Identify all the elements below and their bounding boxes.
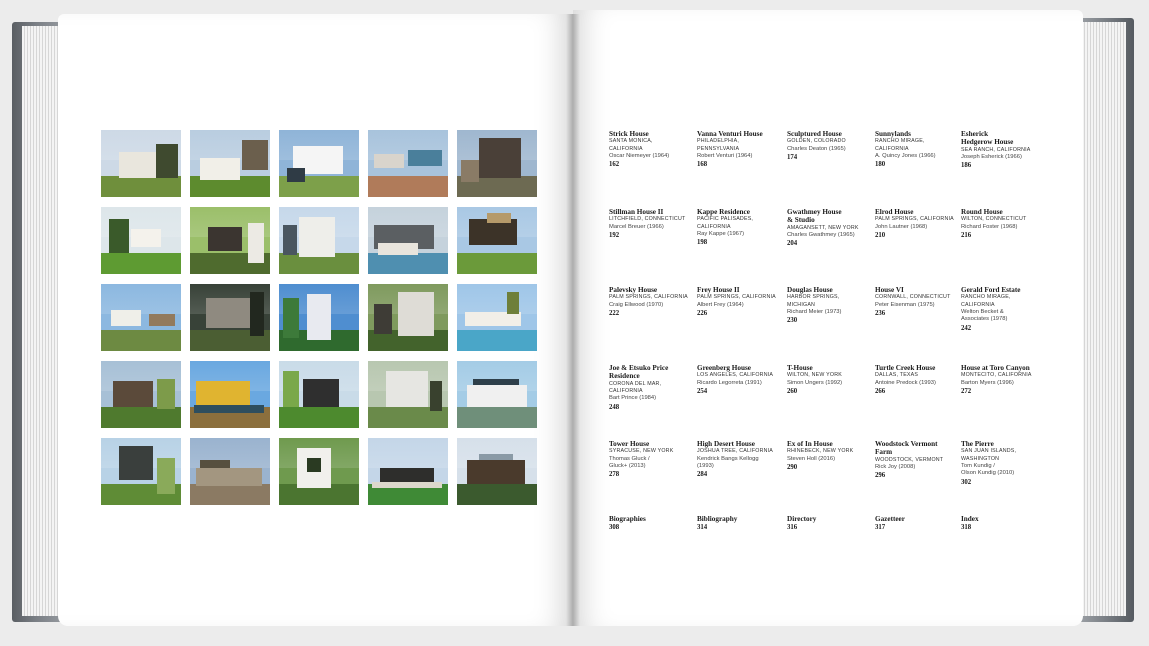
index-entry	[609, 440, 695, 479]
entry-page-number: 290	[787, 464, 798, 472]
entry-title: Strick House	[609, 130, 649, 138]
house-photo-16	[101, 361, 181, 428]
entry-page-number: 314	[697, 524, 708, 532]
entry-page-number: 272	[961, 388, 972, 396]
entry-page-number: 174	[787, 154, 798, 162]
entry-location: CORNWALL, CONNECTICUT	[875, 294, 951, 301]
index-entry	[875, 364, 961, 396]
entry-page-number: 254	[697, 388, 708, 396]
house-photo-14	[368, 284, 448, 351]
entry-architect: Joseph Esherick (1966)	[961, 154, 1022, 161]
entry-title: Turtle Creek House	[875, 364, 936, 372]
entry-title: Elrod House	[875, 208, 914, 216]
entry-page-number: 230	[787, 317, 798, 325]
index-entry	[697, 440, 783, 479]
index-entry	[697, 286, 783, 318]
house-photo-9	[368, 207, 448, 274]
entry-location: PALM SPRINGS, CALIFORNIA	[875, 216, 954, 223]
entry-page-number: 192	[609, 232, 620, 240]
entry-architect: Peter Eisenman (1975)	[875, 301, 935, 308]
house-photo-15	[457, 284, 537, 351]
index-entry	[961, 208, 1065, 240]
entry-architect: Barton Myers (1996)	[961, 379, 1014, 386]
entry-title: Joe & Etsuko Price Residence	[609, 364, 669, 381]
entry-page-number: 318	[961, 524, 972, 532]
entry-title: House VI	[875, 286, 904, 294]
entry-location: SANTA MONICA, CALIFORNIA	[609, 138, 653, 152]
house-photo-10	[457, 207, 537, 274]
entry-location: WILTON, NEW YORK	[787, 372, 842, 379]
entry-architect: Simon Ungers (1992)	[787, 379, 843, 386]
house-photo-23	[279, 438, 359, 505]
entry-location: CORONA DEL MAR, CALIFORNIA	[609, 380, 662, 395]
entry-page-number: 308	[609, 524, 620, 532]
entry-page-number: 242	[961, 324, 972, 332]
house-photo-1	[101, 130, 181, 197]
index-entry	[609, 286, 695, 318]
index-entry	[609, 208, 695, 240]
entry-page-number: 216	[961, 232, 972, 240]
entry-title: Palevsky House	[609, 286, 658, 294]
index-entry	[787, 515, 873, 532]
entry-page-number: 266	[875, 388, 886, 396]
entry-title: House at Toro Canyon	[961, 364, 1030, 372]
index-entry	[697, 208, 783, 247]
index-entry	[961, 364, 1065, 396]
photo-grid	[101, 130, 537, 505]
entry-architect: Bart Prince (1984)	[609, 395, 657, 402]
entry-location: SAN JUAN ISLANDS, WASHINGTON	[961, 448, 1017, 462]
entry-architect: Kendrick Bangs Kellogg (1993)	[697, 455, 759, 470]
entry-page-number: 284	[697, 471, 708, 479]
entry-architect: Steven Holl (2016)	[787, 455, 836, 462]
entry-location: AMAGANSETT, NEW YORK	[787, 224, 859, 231]
entry-location: PALM SPRINGS, CALIFORNIA	[697, 294, 776, 301]
house-photo-6	[101, 207, 181, 274]
house-photo-22	[190, 438, 270, 505]
house-photo-25	[457, 438, 537, 505]
index-entry	[697, 130, 783, 169]
entry-location: WOODSTOCK, VERMONT	[875, 456, 944, 463]
entry-title: Ex of In House	[787, 440, 833, 448]
entry-page-number: 236	[875, 310, 886, 318]
entry-page-number: 210	[875, 232, 886, 240]
house-photo-7	[190, 207, 270, 274]
entry-title: Tower House	[609, 440, 650, 448]
house-photo-2	[190, 130, 270, 197]
entry-title: Index	[961, 515, 979, 523]
entry-page-number: 180	[875, 161, 886, 169]
index-entry	[961, 440, 1065, 487]
house-photo-19	[368, 361, 448, 428]
entry-location: DALLAS, TEXAS	[875, 372, 919, 379]
house-photo-4	[368, 130, 448, 197]
house-photo-13	[279, 284, 359, 351]
entry-title: Gazetteer	[875, 515, 905, 523]
entry-title: T-House	[787, 364, 813, 372]
entry-location: RHINEBECK, NEW YORK	[787, 448, 854, 455]
entry-architect: John Lautner (1968)	[875, 223, 928, 230]
index-entry	[697, 515, 783, 532]
entry-page-number: 204	[787, 240, 798, 248]
entry-location: SYRACUSE, NEW YORK	[609, 448, 674, 455]
index-entry	[875, 286, 961, 318]
index-entry	[787, 364, 873, 396]
entry-location: PHILADELPHIA, PENNSYLVANIA	[697, 138, 740, 152]
entry-page-number: 316	[787, 524, 798, 532]
index-entry	[697, 364, 783, 396]
entry-architect: Thomas Gluck / Gluck+ (2013)	[609, 455, 650, 470]
entry-architect: Robert Venturi (1964)	[697, 152, 753, 159]
entry-location: PACIFIC PALISADES, CALIFORNIA	[697, 216, 754, 230]
entry-location: LOS ANGELES, CALIFORNIA	[697, 372, 774, 379]
entry-page-number: 162	[609, 161, 620, 169]
entry-title: High Desert House	[697, 440, 755, 448]
index-entry	[961, 286, 1065, 333]
house-photo-24	[368, 438, 448, 505]
entry-architect: Charles Gwathmey (1965)	[787, 232, 855, 239]
index-entry	[609, 515, 695, 532]
entry-location: MONTECITO, CALIFORNIA	[961, 372, 1032, 379]
entry-page-number: 168	[697, 161, 708, 169]
entry-architect: A. Quincy Jones (1966)	[875, 152, 936, 159]
entry-title: Frey House II	[697, 286, 740, 294]
index-entry	[961, 130, 1065, 170]
entry-page-number: 198	[697, 239, 708, 247]
house-photo-21	[101, 438, 181, 505]
entry-title: The Pierre	[961, 440, 994, 448]
entry-page-number: 186	[961, 162, 972, 170]
entry-page-number: 260	[787, 388, 798, 396]
page-edges-right	[1082, 22, 1126, 616]
entry-architect: Charles Deaton (1965)	[787, 145, 846, 152]
entry-location: HARBOR SPRINGS, MICHIGAN	[787, 294, 840, 308]
index-entry	[875, 130, 961, 169]
index-entry	[787, 208, 873, 248]
entry-title: Gerald Ford Estate	[961, 286, 1021, 294]
index-entry	[609, 130, 695, 169]
entry-page-number: 222	[609, 310, 620, 318]
entry-architect: Marcel Breuer (1966)	[609, 223, 664, 230]
entry-title: Bibliography	[697, 515, 738, 523]
entry-architect: Welton Becket & Associates (1978)	[961, 308, 1008, 323]
index-entry	[961, 515, 1065, 532]
entry-title: Sculptured House	[787, 130, 842, 138]
entry-location: GOLDEN, COLORADO	[787, 138, 846, 145]
entry-title: Gwathmey House & Studio	[787, 208, 842, 225]
entry-page-number: 296	[875, 472, 886, 480]
entry-location: JOSHUA TREE, CALIFORNIA	[697, 448, 774, 455]
entry-architect: Albert Frey (1964)	[697, 301, 744, 308]
house-photo-17	[190, 361, 270, 428]
entry-title: Woodstock Vermont Farm	[875, 440, 938, 457]
entry-title: Kappe Residence	[697, 208, 750, 216]
entry-title: Esherick Hedgerow House	[961, 130, 1014, 147]
entry-title: Round House	[961, 208, 1003, 216]
entry-location: SEA RANCH, CALIFORNIA	[961, 146, 1031, 153]
index-entry	[609, 364, 695, 412]
entry-location: LITCHFIELD, CONNECTICUT	[609, 216, 686, 223]
entry-title: Stillman House II	[609, 208, 664, 216]
entry-architect: Ricardo Legorreta (1991)	[697, 379, 762, 386]
house-photo-5	[457, 130, 537, 197]
index-entry	[787, 286, 873, 325]
house-photo-18	[279, 361, 359, 428]
house-photo-20	[457, 361, 537, 428]
index-entry	[787, 440, 873, 472]
entry-title: Douglas House	[787, 286, 833, 294]
house-photo-11	[101, 284, 181, 351]
entry-architect: Craig Ellwood (1970)	[609, 301, 664, 308]
entry-title: Directory	[787, 515, 817, 523]
entry-page-number: 226	[697, 310, 708, 318]
house-photo-8	[279, 207, 359, 274]
entry-page-number: 278	[609, 471, 620, 479]
entry-location: PALM SPRINGS, CALIFORNIA	[609, 294, 688, 301]
entry-location: RANCHO MIRAGE, CALIFORNIA	[875, 138, 925, 152]
entry-page-number: 302	[961, 478, 972, 486]
entry-location: RANCHO MIRAGE, CALIFORNIA	[961, 294, 1011, 308]
entry-title: Greenberg House	[697, 364, 751, 372]
entry-title: Sunnylands	[875, 130, 911, 138]
entry-architect: Ray Kappe (1967)	[697, 230, 745, 237]
entry-title: Biographies	[609, 515, 646, 523]
entry-architect: Richard Foster (1968)	[961, 223, 1018, 230]
house-photo-3	[279, 130, 359, 197]
index-entry	[875, 208, 961, 240]
entry-architect: Oscar Niemeyer (1964)	[609, 152, 670, 159]
entry-architect: Antoine Predock (1993)	[875, 379, 936, 386]
index-entry	[875, 440, 961, 480]
entry-architect: Tom Kundig / Olson Kundig (2010)	[961, 462, 1015, 477]
house-photo-12	[190, 284, 270, 351]
book-gutter	[566, 14, 580, 626]
entry-page-number: 248	[609, 403, 620, 411]
entry-location: WILTON, CONNECTICUT	[961, 216, 1027, 223]
entry-page-number: 317	[875, 524, 886, 532]
entry-architect: Richard Meier (1973)	[787, 308, 842, 315]
entry-architect: Rick Joy (2008)	[875, 464, 916, 471]
index-entry	[875, 515, 961, 532]
index-entry	[787, 130, 873, 162]
entry-title: Vanna Venturi House	[697, 130, 763, 138]
